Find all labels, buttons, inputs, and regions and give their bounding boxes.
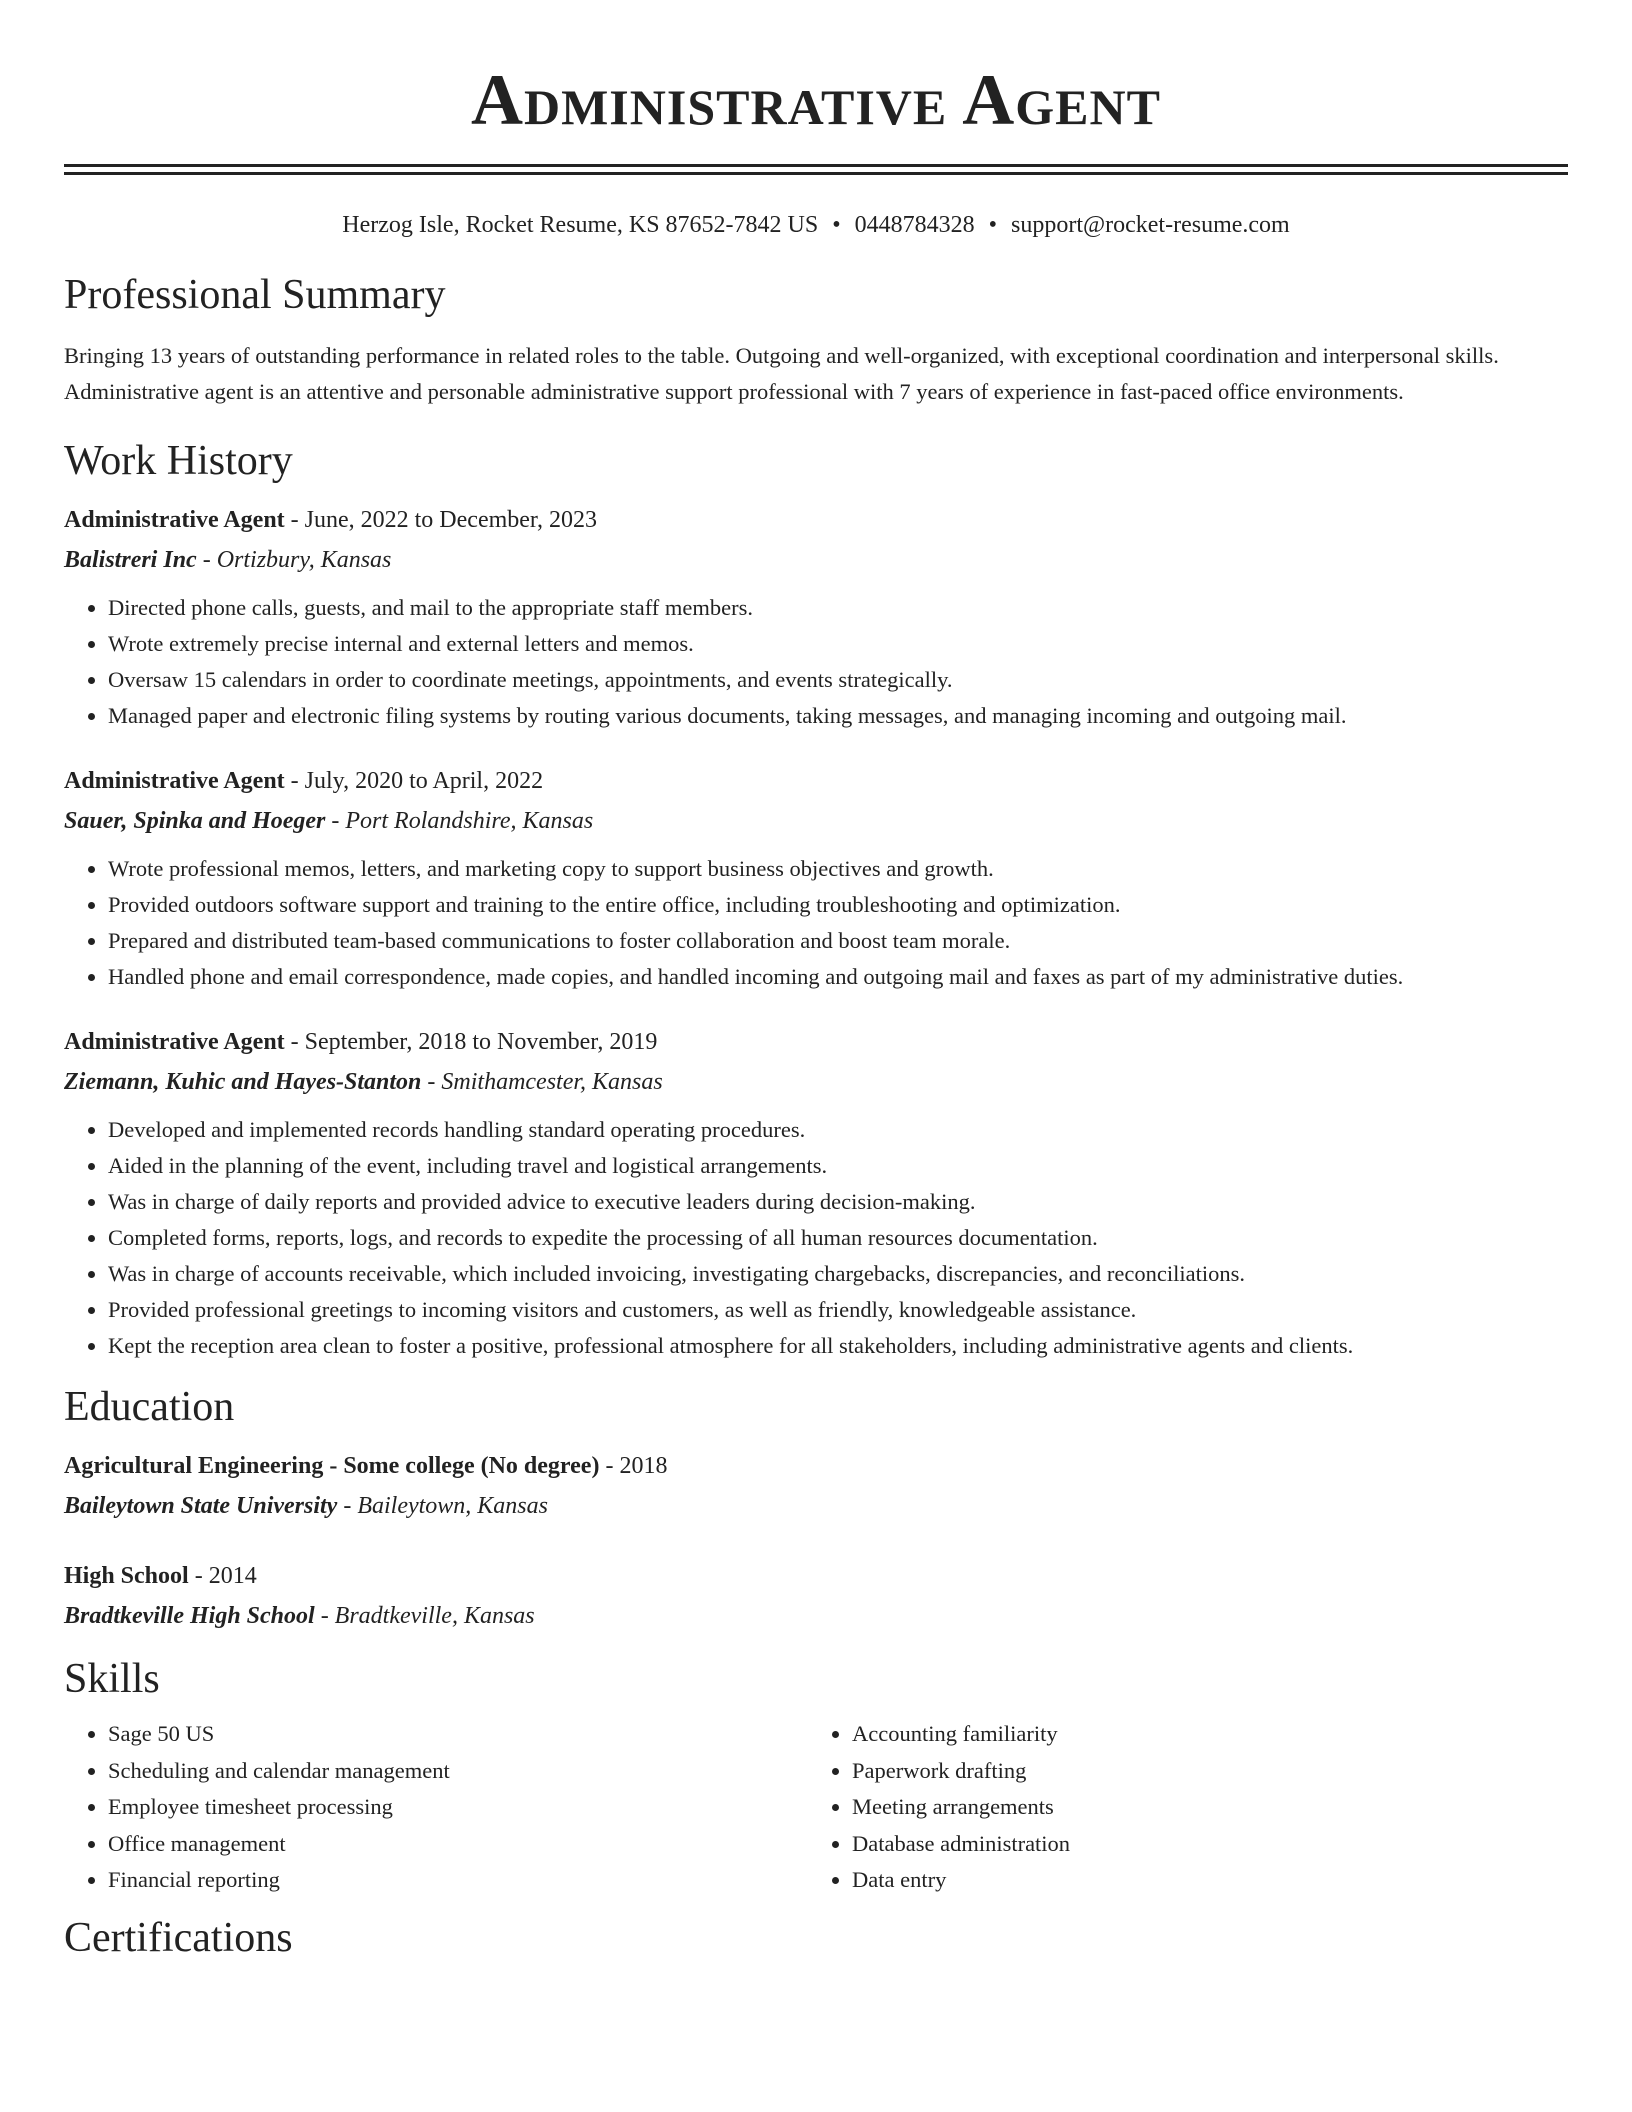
skill-item: • Data entry — [852, 1862, 1552, 1899]
list-item: • Managed paper and electronic filing systems by routing various documents, taking messages, and managing incoming and outgoing mail. — [108, 698, 1568, 734]
resume-content — [64, 0, 1568, 1963]
job-bullets — [64, 1112, 1568, 1364]
list-item: • Oversaw 15 calendars in order to coordinate meetings, appointments, and events strategically. — [108, 662, 1568, 698]
list-item: • Handled phone and email correspondence, made copies, and handled incoming and outgoing mail and faxes as part of my administrative duties. — [108, 959, 1568, 995]
job-bullets — [64, 590, 1568, 734]
job-dates: - September, 2018 to November, 2019 — [284, 1029, 658, 1055]
skill-item: • Office management — [108, 1826, 808, 1863]
education-heading: Education — [64, 1384, 235, 1430]
job-location: - Smithamcester, Kansas — [421, 1069, 663, 1095]
job-company-name: Balistreri Inc — [64, 547, 197, 573]
list-item: • Kept the reception area clean to foster a positive, professional atmosphere for all stakeholders, including administrative agents and clients. — [108, 1328, 1568, 1364]
list-item: • Was in charge of daily reports and provided advice to executive leaders during decision-making. — [108, 1184, 1568, 1220]
list-item: • Was in charge of accounts receivable, which included invoicing, investigating chargebacks, discrepancies, and reconciliations. — [108, 1256, 1568, 1292]
list-item: • Directed phone calls, guests, and mail to the appropriate staff members. — [108, 590, 1568, 626]
header-rule-bottom — [64, 172, 1568, 175]
job-role: Administrative Agent — [64, 507, 285, 533]
job-employer — [64, 540, 1568, 580]
education-degree: Agricultural Engineering - Some college (No degree) — [64, 1453, 600, 1479]
contact-separator: • — [832, 212, 841, 238]
job-employer — [64, 1062, 1568, 1102]
contact-line — [64, 210, 1568, 240]
job-company-name: Sauer, Spinka and Hoeger — [64, 808, 326, 834]
job-entry — [64, 761, 1568, 995]
education-school-line — [64, 1486, 1568, 1526]
contact-phone: 0448784328 — [854, 212, 975, 238]
skill-item: • Accounting familiarity — [852, 1716, 1552, 1753]
job-location: - Port Rolandshire, Kansas — [325, 808, 594, 834]
education-location: - Baileytown, Kansas — [337, 1493, 548, 1519]
work-history-heading: Work History — [64, 438, 293, 484]
skill-item: • Scheduling and calendar management — [108, 1753, 808, 1790]
list-item: • Prepared and distributed team-based communications to foster collaboration and boost team morale. — [108, 923, 1568, 959]
skills-column-right — [808, 1716, 1552, 1899]
job-heading — [64, 1022, 1568, 1062]
skill-item: • Database administration — [852, 1826, 1552, 1863]
header-rule-top — [64, 164, 1568, 167]
list-item: • Wrote extremely precise internal and external letters and memos. — [108, 626, 1568, 662]
job-location: - Ortizbury, Kansas — [196, 547, 392, 573]
job-heading — [64, 761, 1568, 801]
job-entry — [64, 1022, 1568, 1364]
contact-email: support@rocket-resume.com — [1011, 212, 1290, 238]
education-degree: High School — [64, 1563, 189, 1589]
job-bullets — [64, 851, 1568, 995]
education-year: - 2018 — [599, 1453, 668, 1479]
candidate-name: Administrative Agent — [471, 60, 1161, 140]
education-school: Baileytown State University — [64, 1493, 338, 1519]
job-dates: - June, 2022 to December, 2023 — [284, 507, 597, 533]
certifications-heading: Certifications — [64, 1914, 293, 1961]
education-entry — [64, 1556, 1568, 1636]
list-item: • Completed forms, reports, logs, and records to expedite the processing of all human resources documentation. — [108, 1220, 1568, 1256]
list-item: • Provided outdoors software support and training to the entire office, including troubleshooting and optimization. — [108, 887, 1568, 923]
contact-separator: • — [988, 212, 998, 238]
summary-heading: Professional Summary — [64, 272, 446, 318]
skill-item: • Financial reporting — [108, 1862, 808, 1899]
education-school: Bradtkeville High School — [64, 1603, 315, 1629]
job-role: Administrative Agent — [64, 1029, 285, 1055]
education-school-line — [64, 1596, 1568, 1636]
education-heading-line — [64, 1446, 1568, 1486]
education-heading-line — [64, 1556, 1568, 1596]
skill-item: • Sage 50 US — [108, 1716, 808, 1753]
job-dates: - July, 2020 to April, 2022 — [284, 768, 544, 794]
list-item: • Provided professional greetings to incoming visitors and customers, as well as friendly, knowledgeable assistance. — [108, 1292, 1568, 1328]
list-item: • Developed and implemented records handling standard operating procedures. — [108, 1112, 1568, 1148]
skills-columns — [64, 1716, 1568, 1899]
education-entry — [64, 1446, 1568, 1526]
job-employer — [64, 801, 1568, 841]
job-company-name: Ziemann, Kuhic and Hayes-Stanton — [64, 1069, 422, 1095]
skills-column-left — [64, 1716, 808, 1899]
list-item: • Wrote professional memos, letters, and marketing copy to support business objectives and growth. — [108, 851, 1568, 887]
skill-item: • Paperwork drafting — [852, 1753, 1552, 1790]
skills-heading: Skills — [64, 1656, 160, 1702]
job-role: Administrative Agent — [64, 768, 285, 794]
job-heading — [64, 500, 1568, 540]
summary-text: Bringing 13 years of outstanding performance in related roles to the table. Outgoing and well-organized, with exceptional coordination and interpersonal skills. Administrative agent is an attentive and personable administrative support professional with 7 years of experience in fast-paced office environments. — [64, 343, 1499, 404]
education-year: - 2014 — [188, 1563, 257, 1589]
education-location: - Bradtkeville, Kansas — [314, 1603, 535, 1629]
job-entry — [64, 500, 1568, 734]
contact-address: Herzog Isle, Rocket Resume, KS 87652-7842 US — [342, 212, 819, 238]
skill-item: • Meeting arrangements — [852, 1789, 1552, 1826]
list-item: • Aided in the planning of the event, including travel and logistical arrangements. — [108, 1148, 1568, 1184]
skill-item: • Employee timesheet processing — [108, 1789, 808, 1826]
